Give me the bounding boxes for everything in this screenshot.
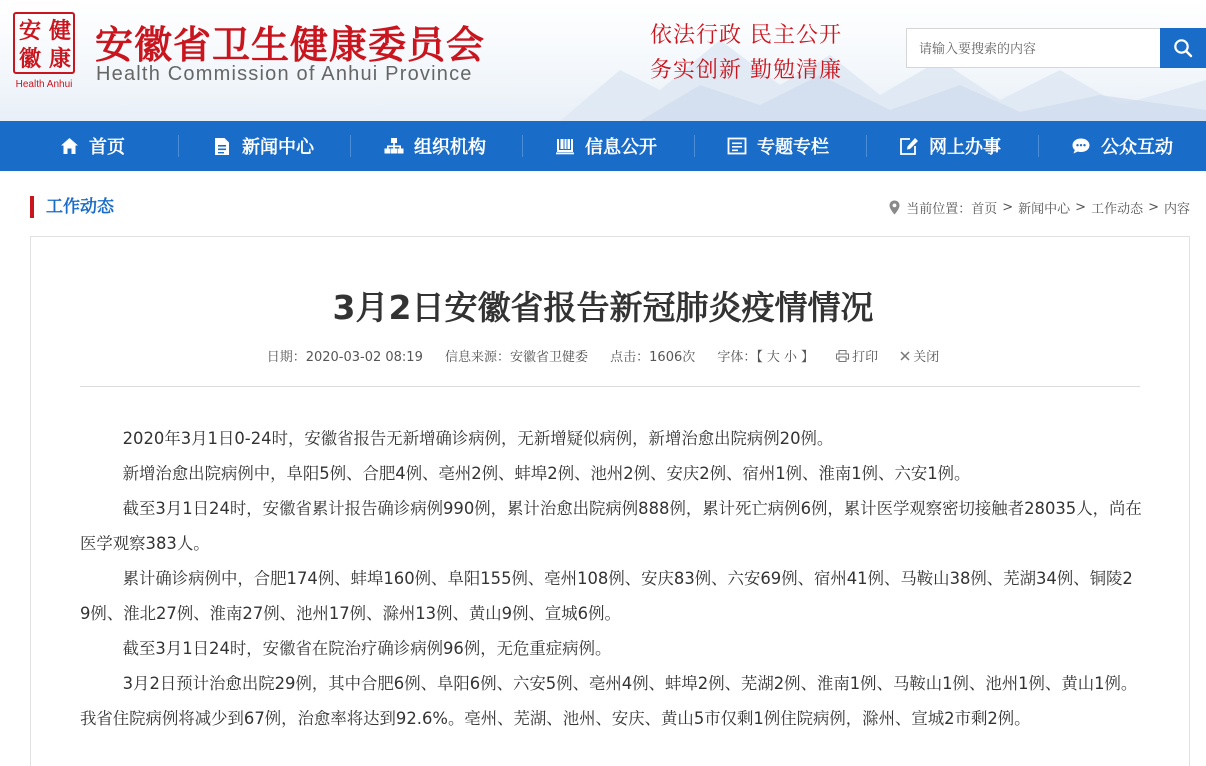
nav-item-info-disclosure[interactable] [555, 121, 657, 171]
nav-item-label: 信息公开 [585, 137, 657, 158]
nav-item-label: 网上办事 [929, 137, 1001, 158]
nav-item-label: 公众互动 [1101, 137, 1173, 158]
close-label: 关闭 [913, 350, 940, 365]
divider [80, 386, 1140, 387]
article-paragraph: 2020年3月1日0-24时，安徽省报告无新增确诊病例，无新增疑似病例，新增治愈出院病例20例。 [122, 429, 834, 448]
site-logo[interactable] [11, 12, 77, 94]
book-icon [555, 136, 575, 156]
nav-item-organization[interactable] [384, 121, 486, 171]
nav-item-special-topics[interactable] [727, 121, 829, 171]
nav-item-label: 首页 [89, 137, 125, 158]
breadcrumb-prefix: 当前位置： [906, 202, 972, 217]
article-date: 日期：2020-03-02 08:19 [266, 350, 423, 365]
close-button[interactable] [900, 350, 939, 365]
article-paragraph: 新增治愈出院病例中，阜阳5例、合肥4例、亳州2例、蚌埠2例、池州2例、安庆2例、宿州1例、淮南1例、六安1例。 [122, 464, 971, 483]
org-chart-icon [384, 136, 404, 156]
article-meta [0, 346, 1206, 365]
site-subtitle: Health Commission of Anhui Province [96, 63, 473, 85]
breadcrumb-news-center[interactable]: 新闻中心 [1018, 202, 1071, 217]
article-body [80, 421, 1142, 736]
breadcrumb-separator: > [1075, 200, 1087, 215]
section-title: 工作动态 [30, 196, 114, 218]
logo-char-kang: 康 [48, 46, 71, 72]
nav-divider [1038, 135, 1039, 157]
nav-item-home[interactable] [59, 121, 125, 171]
print-button[interactable] [836, 350, 882, 365]
nav-divider [178, 135, 179, 157]
nav-item-label: 新闻中心 [242, 137, 314, 158]
search-input[interactable] [906, 28, 1161, 68]
font-size-label: 字体： [717, 350, 757, 365]
article-hits: 点击：1606次 [610, 350, 696, 365]
article-paragraph: 3月2日预计治愈出院29例，其中合肥6例、阜阳6例、六安5例、亳州4例、蚌埠2例、芜湖2例、淮南1例、马鞍山1例、池州1例、黄山1例。我省住院病例将减少到67例，治愈率将达到92.6%。亳州、芜湖、池州、安庆、黄山5市仅剩1例住院病例，滁州、宣城2市剩2例。 [80, 674, 1138, 728]
print-label: 打印 [852, 350, 879, 365]
nav-item-public-interaction[interactable] [1071, 121, 1173, 171]
nav-item-label: 专题专栏 [757, 137, 829, 158]
site-header [0, 0, 1206, 121]
breadcrumb-current: 内容 [1163, 202, 1190, 217]
printer-icon [836, 350, 849, 362]
document-icon [212, 136, 232, 156]
article-paragraph: 截至3月1日24时，安徽省累计报告确诊病例990例，累计治愈出院病例888例，累计死亡病例6例，累计医学观察密切接触者28035人，尚在医学观察383人。 [80, 499, 1142, 553]
logo-english-text: Health Anhui [15, 79, 73, 90]
slogan-line-2: 务实创新 勤勉清廉 [650, 58, 842, 83]
slogan-line-1: 依法行政 民主公开 [650, 23, 842, 48]
search-button[interactable] [1160, 28, 1206, 68]
font-size-bracket-close: 】 [800, 350, 814, 365]
chat-icon [1071, 136, 1091, 156]
article-source: 信息来源：安徽省卫健委 [445, 350, 589, 365]
nav-divider [522, 135, 523, 157]
font-small-button[interactable]: 小 [783, 350, 797, 365]
article-paragraph: 截至3月1日24时，安徽省在院治疗确诊病例96例，无危重症病例。 [122, 639, 612, 658]
site-title: 安徽省卫生健康委员会 [95, 22, 486, 67]
nav-item-label: 组织机构 [414, 137, 486, 158]
search-box [906, 28, 1206, 68]
nav-divider [350, 135, 351, 157]
close-icon [900, 351, 910, 361]
breadcrumb-separator: > [1002, 200, 1014, 215]
nav-divider [866, 135, 867, 157]
logo-char-jian: 健 [48, 18, 71, 44]
main-nav [0, 121, 1206, 171]
breadcrumb-work-news[interactable]: 工作动态 [1091, 202, 1144, 217]
home-icon [59, 136, 79, 156]
font-size-bracket-open: 【 [756, 350, 763, 365]
nav-item-online-services[interactable] [899, 121, 1001, 171]
location-pin-icon [889, 200, 900, 215]
font-size-control [717, 350, 818, 365]
topic-icon [727, 136, 747, 156]
logo-seal [13, 12, 75, 74]
search-icon [1173, 38, 1193, 58]
logo-char-hui: 徽 [18, 46, 41, 72]
font-large-button[interactable]: 大 [766, 350, 780, 365]
breadcrumb-home[interactable]: 首页 [971, 202, 998, 217]
logo-char-an: 安 [18, 18, 41, 44]
article-title: 3月2日安徽省报告新冠肺炎疫情情况 [332, 288, 874, 327]
breadcrumb-separator: > [1148, 200, 1159, 215]
article-paragraph: 累计确诊病例中，合肥174例、蚌埠160例、阜阳155例、亳州108例、安庆83例、六安69例、宿州41例、马鞍山38例、芜湖34例、铜陵29例、淮北27例、淮南27例、池州17例、滁州13例、黄山9例、宣城6例。 [80, 569, 1133, 623]
nav-item-news[interactable] [212, 121, 314, 171]
nav-divider [694, 135, 695, 157]
breadcrumb [889, 198, 1190, 217]
edit-icon [899, 136, 919, 156]
